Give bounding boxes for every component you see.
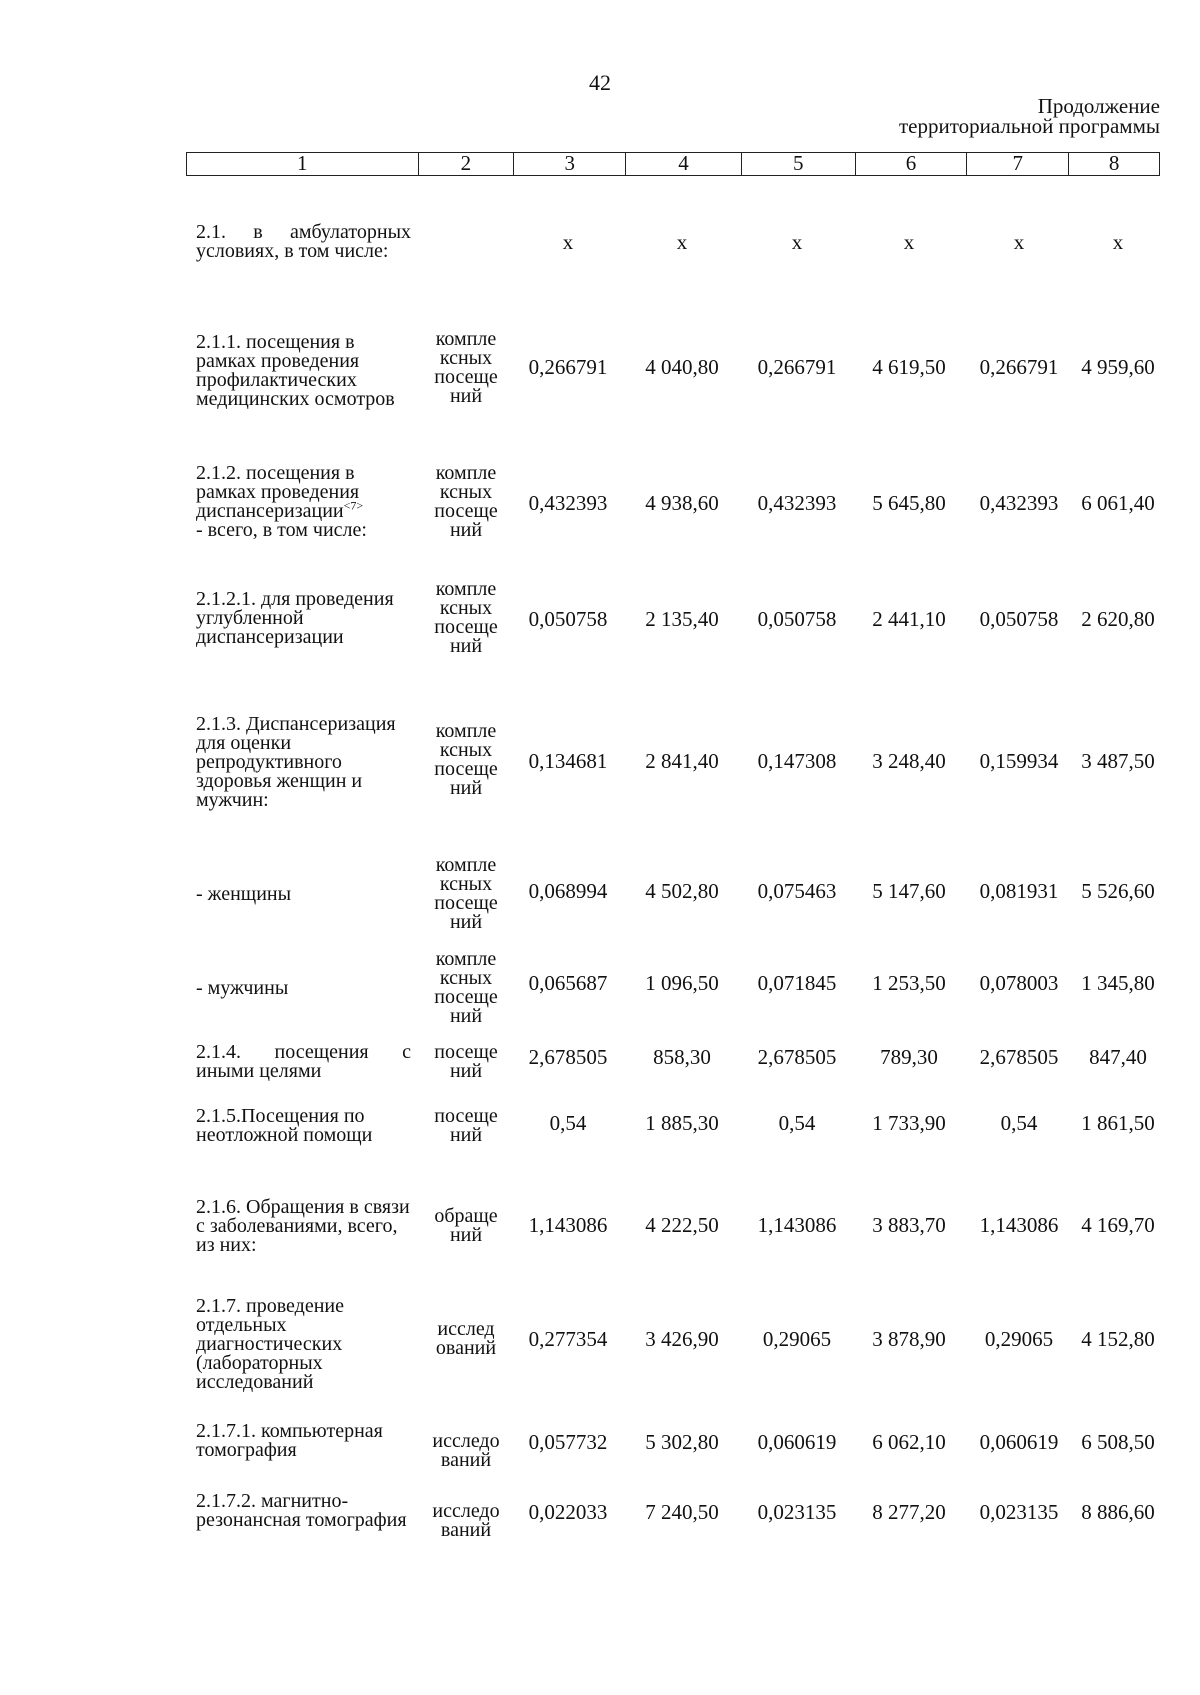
row-value-col7: 0,023135: [979, 1499, 1059, 1524]
row-value-col4: 4 222,50: [645, 1212, 719, 1237]
row-value-col6: 4 619,50: [872, 354, 946, 379]
table-row: [186, 576, 1160, 660]
row-value-col7: 1,143086: [979, 1212, 1059, 1237]
row-value-col3: 1,143086: [528, 1212, 608, 1237]
row-name: 2.1.6. Обращения в связи с заболеваниями, всего, из них:: [196, 1195, 410, 1256]
row-value-col8: 4 169,70: [1081, 1212, 1155, 1237]
row-value-col6: 789,30: [880, 1044, 938, 1069]
row-value-col5: х: [791, 229, 803, 254]
table-row: [186, 700, 1160, 824]
row-value-col5: 0,29065: [762, 1326, 832, 1351]
continuation-line-2: территориальной программы: [898, 114, 1160, 138]
row-value-col6: 3 883,70: [872, 1212, 946, 1237]
row-value-col3: 0,068994: [528, 878, 608, 903]
continuation-line-1: Продолжение: [1037, 94, 1160, 118]
row-value-col3: 0,54: [549, 1110, 587, 1135]
row-unit: компле ксных посеще ний: [434, 854, 498, 933]
row-value-col8: 5 526,60: [1081, 878, 1155, 903]
row-value-col5: 0,147308: [757, 748, 837, 773]
table-row: [186, 946, 1160, 1030]
row-name-text: 2.1.2. посещения в рамках проведения диспансеризации: [196, 462, 360, 522]
row-value-col5: 0,266791: [757, 354, 837, 379]
table-row: [186, 1184, 1160, 1268]
row-unit: компле ксных посеще ний: [434, 948, 498, 1027]
row-value-col4: 858,30: [653, 1044, 711, 1069]
row-name: 2.1.7.1. компьютерная томография: [196, 1420, 383, 1461]
row-value-col7: 0,159934: [979, 748, 1059, 773]
row-value-col6: 3 878,90: [872, 1326, 946, 1351]
row-value-col4: 4 040,80: [645, 354, 719, 379]
row-unit: посеще ний: [434, 1041, 498, 1082]
row-name: 2.1.1. посещения в рамках проведения профилактических медицинских осмотров: [196, 331, 395, 410]
header-col-2: 2: [419, 153, 515, 175]
row-value-col5: 0,075463: [757, 878, 837, 903]
row-name: - женщины: [196, 882, 292, 905]
row-unit: компле ксных посеще ний: [434, 578, 498, 657]
row-value-col4: х: [676, 229, 688, 254]
row-value-col4: 2 841,40: [645, 748, 719, 773]
row-value-col5: 0,023135: [757, 1499, 837, 1524]
row-value-col5: 0,432393: [757, 490, 837, 515]
row-unit: компле ксных посеще ний: [434, 328, 498, 407]
row-value-col3: 0,057732: [528, 1429, 608, 1454]
row-unit: обраще ний: [434, 1205, 498, 1246]
row-unit: компле ксных посеще ний: [434, 720, 498, 799]
row-value-col6: 1 733,90: [872, 1110, 946, 1135]
row-value-col7: 2,678505: [979, 1044, 1059, 1069]
row-value-col4: 7 240,50: [645, 1499, 719, 1524]
row-value-col4: 1 096,50: [645, 970, 719, 995]
table-row: [186, 212, 1160, 272]
row-value-col3: 2,678505: [528, 1044, 608, 1069]
row-name: 2.1. в амбулаторных условиях, в том числе:: [196, 221, 411, 262]
footnote-marker: <7>: [343, 498, 364, 513]
row-value-col6: 5 147,60: [872, 878, 946, 903]
row-value-col7: 0,266791: [979, 354, 1059, 379]
row-unit: посеще ний: [434, 1105, 498, 1146]
row-value-col6: 3 248,40: [872, 748, 946, 773]
row-name: 2.1.4. посещения с иными целями: [196, 1041, 411, 1082]
row-name: 2.1.3. Диспансеризация для оценки репродуктивного здоровья женщин и мужчин:: [196, 712, 396, 811]
table-row: [186, 1104, 1160, 1148]
header-col-4: 4: [626, 153, 742, 175]
row-value-col8: 8 886,60: [1081, 1499, 1155, 1524]
row-unit: исслед ований: [435, 1318, 497, 1359]
table-row: [186, 452, 1160, 552]
row-value-col3: 0,277354: [528, 1326, 608, 1351]
row-name-tail: - всего, в том числе:: [196, 519, 367, 541]
row-value-col7: 0,060619: [979, 1429, 1059, 1454]
row-name: 2.1.7.2. магнитно-резонансная томография: [196, 1490, 407, 1531]
row-value-col6: х: [903, 229, 915, 254]
table-row: [186, 1292, 1160, 1396]
row-name: - мужчины: [196, 976, 289, 999]
row-value-col8: 2 620,80: [1081, 606, 1155, 631]
row-value-col3: 0,266791: [528, 354, 608, 379]
row-value-col5: 2,678505: [757, 1044, 837, 1069]
page-number: 42: [589, 70, 611, 95]
row-value-col6: 2 441,10: [872, 606, 946, 631]
header-col-6: 6: [856, 153, 968, 175]
row-value-col7: 0,081931: [979, 878, 1059, 903]
row-value-col3: 0,432393: [528, 490, 608, 515]
row-value-col8: 6 508,50: [1081, 1429, 1155, 1454]
row-value-col7: 0,29065: [984, 1326, 1054, 1351]
continuation-note: [820, 96, 1160, 136]
row-value-col4: 4 502,80: [645, 878, 719, 903]
row-value-col6: 6 062,10: [872, 1429, 946, 1454]
row-value-col5: 0,071845: [757, 970, 837, 995]
row-value-col6: 5 645,80: [872, 490, 946, 515]
table-row: [186, 1040, 1160, 1084]
row-value-col3: 0,022033: [528, 1499, 608, 1524]
row-value-col8: 6 061,40: [1081, 490, 1155, 515]
row-unit: исследо ваний: [432, 1500, 500, 1541]
row-name: 2.1.2.1. для проведения углубленной диспансеризации: [196, 587, 394, 648]
row-value-col7: 0,050758: [979, 606, 1059, 631]
row-name: 2.1.7. проведение отдельных диагностических (лабораторных исследований: [196, 1294, 344, 1393]
table-row: [186, 1408, 1160, 1474]
row-value-col3: х: [562, 229, 574, 254]
row-value-col4: 2 135,40: [645, 606, 719, 631]
row-value-col5: 0,060619: [757, 1429, 837, 1454]
row-value-col4: 1 885,30: [645, 1110, 719, 1135]
row-value-col8: 4 152,80: [1081, 1326, 1155, 1351]
row-value-col5: 0,54: [778, 1110, 816, 1135]
row-unit: компле ксных посеще ний: [434, 462, 498, 541]
row-unit: [418, 212, 514, 272]
column-number-header: [186, 152, 1160, 176]
row-value-col3: 0,050758: [528, 606, 608, 631]
row-value-col7: 0,54: [1000, 1110, 1038, 1135]
row-value-col7: 0,432393: [979, 490, 1059, 515]
row-value-col5: 1,143086: [757, 1212, 837, 1237]
row-value-col8: х: [1112, 229, 1124, 254]
row-value-col4: 4 938,60: [645, 490, 719, 515]
row-value-col5: 0,050758: [757, 606, 837, 631]
row-value-col7: х: [1013, 229, 1025, 254]
row-value-col4: 3 426,90: [645, 1326, 719, 1351]
row-name: 2.1.5.Посещения по неотложной помощи: [196, 1105, 373, 1146]
row-value-col8: 3 487,50: [1081, 748, 1155, 773]
row-value-col8: 847,40: [1089, 1044, 1147, 1069]
header-col-7: 7: [967, 153, 1069, 175]
row-value-col6: 8 277,20: [872, 1499, 946, 1524]
table-row: [186, 852, 1160, 936]
table-row: [186, 1478, 1160, 1544]
row-value-col8: 1 345,80: [1081, 970, 1155, 995]
header-col-5: 5: [742, 153, 856, 175]
row-value-col4: 5 302,80: [645, 1429, 719, 1454]
header-col-3: 3: [514, 153, 626, 175]
header-col-8: 8: [1108, 151, 1120, 175]
row-value-col6: 1 253,50: [872, 970, 946, 995]
row-value-col8: 1 861,50: [1081, 1110, 1155, 1135]
row-unit: исследо ваний: [432, 1430, 500, 1471]
row-value-col8: 4 959,60: [1081, 354, 1155, 379]
table-row: [186, 312, 1160, 430]
row-value-col3: 0,134681: [528, 748, 608, 773]
row-value-col7: 0,078003: [979, 970, 1059, 995]
row-value-col3: 0,065687: [528, 970, 608, 995]
header-col-1: 1: [187, 153, 419, 175]
row-name: [196, 452, 411, 552]
